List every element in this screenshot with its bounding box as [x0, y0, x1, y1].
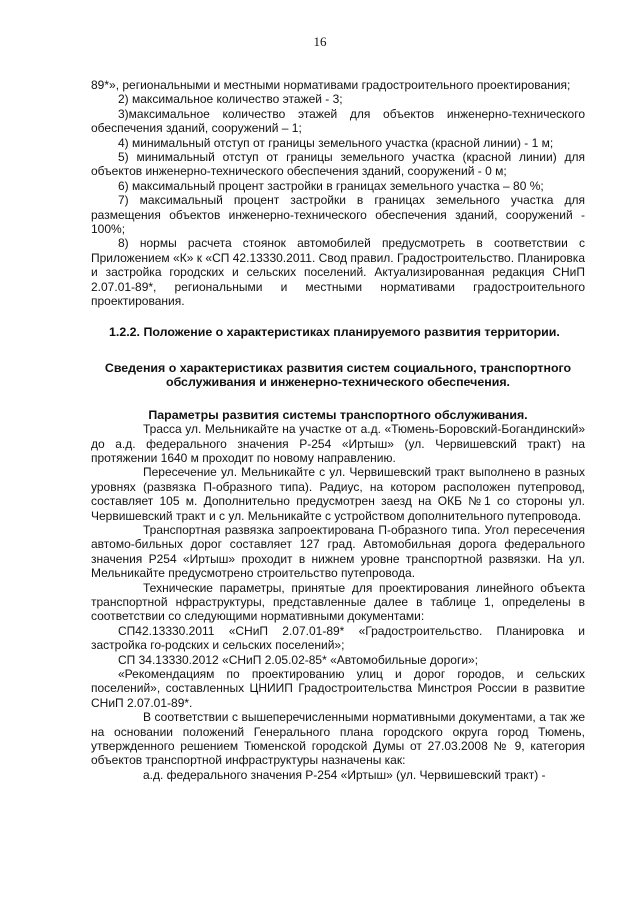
- list-item: 8) нормы расчета стоянок автомобилей предусмотреть в соответствии с Приложением «К» к «СП 42.13330.2011. Свод правил. Градостроительство. Планировка и застройка городских и сельских поселений. Актуализированная редакция СНиП 2.07.01-89*, региональными и местными нормативами градостроительного проектирования.: [91, 236, 585, 309]
- list-item: 6) максимальный процент застройки в границах земельного участка – 80 %;: [118, 178, 544, 193]
- page-number: 16: [313, 34, 327, 49]
- list-item: 2) максимальное количество этажей - 3;: [118, 92, 343, 107]
- list-item: 7) максимальный процент застройки в границах земельного участка для размещения объектов инженерно-технического обеспечения зданий, сооружений - 100%;: [91, 193, 585, 237]
- subsection-heading: Параметры развития системы транспортного обслуживания.: [148, 407, 528, 422]
- list-item: СП42.13330.2011 «СНиП 2.07.01-89* «Градостроительство. Планировка и застройка го-родских и сельских поселений»;: [91, 623, 585, 653]
- paragraph: Пересечение ул. Мельникайте с ул. Червишевский тракт выполнено в разных уровнях (развязка П-образного типа). Радиус, на котором расположен путепровод, составляет 105 м. Дополнительно предусмотрен заезд на ОКБ №1 со стороны ул. Червишевский тракт и с ул. Мельникайте с устройством дополнительного путепровода.: [91, 465, 585, 523]
- paragraph: В соответствии с вышеперечисленными нормативными документами, а так же на основании положений Генерального плана городского округа город Тюмень, утвержденного решением Тюменской городской Думы от 27.03.2008 № 9, категория объектов транспортной инфраструктуры назначены как:: [91, 710, 585, 768]
- document-body: [91, 78, 585, 782]
- section-heading: 1.2.2. Положение о характеристиках планируемого развития территории.: [109, 324, 560, 339]
- list-item: 5) минимальный отступ от границы земельного участка (красной линии) для объектов инженерно-технического обеспечения зданий, сооружений - 0 м;: [91, 150, 585, 179]
- list-item: 3)максимальное количество этажей для объектов инженерно-технического обеспечения зданий, сооружений – 1;: [91, 106, 585, 136]
- paragraph: Технические параметры, принятые для проектирования линейного объекта транспортной нфраструктуры, представленные далее в таблице 1, определены в соответствии со следующими нормативными документами:: [91, 580, 585, 624]
- list-item: СП 34.13330.2012 «СНиП 2.05.02-85* «Автомобильные дороги»;: [118, 652, 479, 667]
- paragraph: Транспортная развязка запроектирована П-образного типа. Угол пересечения автомо-бильных дорог составляет 127 град. Автомобильная дорога федерального значения Р254 «Иртыш» проходит в нижнем уровне транспортной развязки. На ул. Мельникайте предусмотрено строительство путепровода.: [91, 522, 585, 581]
- list-item: «Рекомендациям по проектированию улиц и дорог городов, и сельских поселений», составленных ЦНИИП Градостроительства Минстроя России в развитие СНиП 2.07.01-89*.: [91, 667, 585, 710]
- list-item: 4) минимальный отступ от границы земельного участка (красной линии) - 1 м;: [118, 135, 554, 150]
- paragraph: а.д. федерального значения Р-254 «Иртыш» (ул. Червишевский тракт) -: [143, 767, 546, 782]
- subsection-heading: Сведения о характеристиках развития систем социального, транспортного обслуживания и инженерно-технического обеспечения.: [104, 360, 572, 390]
- paragraph: 89*», региональными и местными нормативами градостроительного проектирования;: [91, 78, 571, 92]
- paragraph: Трасса ул. Мельникайте на участке от а.д. «Тюмень-Боровский-Богандинский» до а.д. федерального значения Р-254 «Иртыш» (ул. Червишевский тракт) на протяжении 1640 м проходит по новому направлению.: [91, 422, 585, 465]
